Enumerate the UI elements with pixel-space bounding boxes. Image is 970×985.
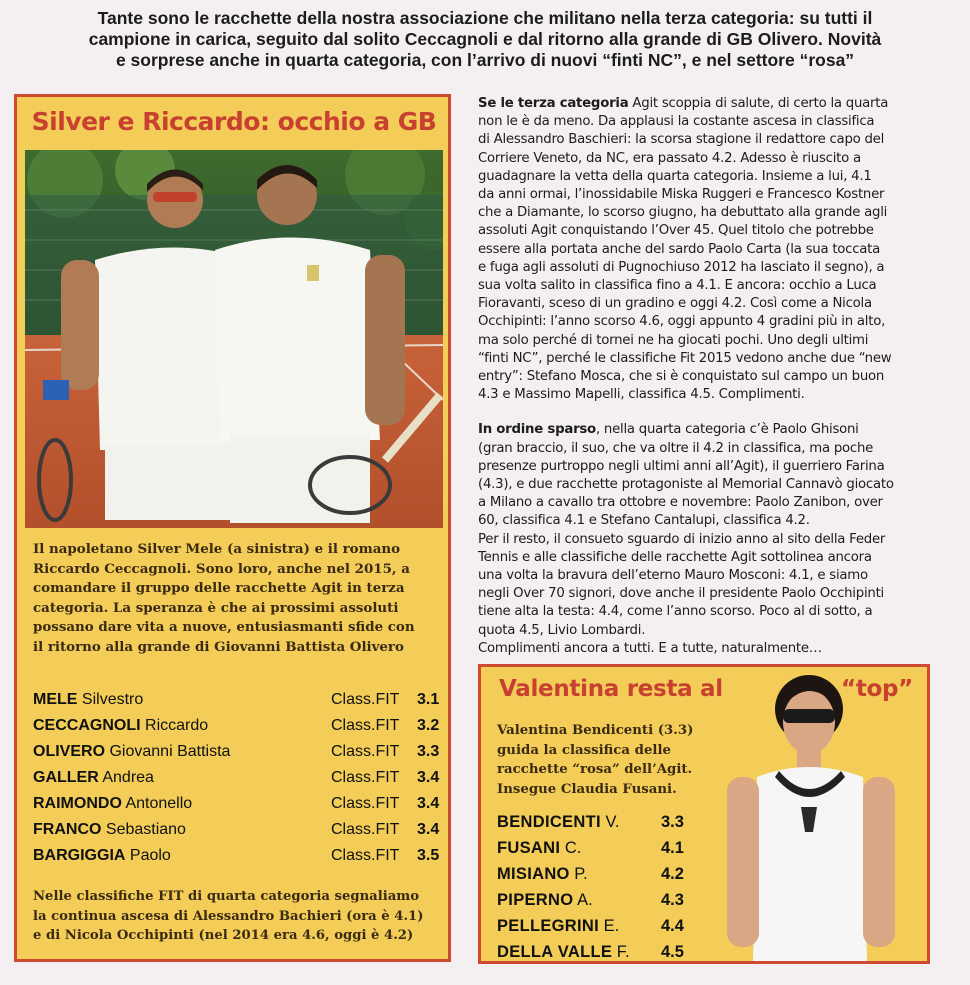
player-initial: F. (616, 943, 630, 961)
fourth-category-note (33, 887, 445, 946)
ranking-row (497, 913, 717, 939)
article-line: Corriere Veneto, da NC, era passato 4.2. Adesso è riuscito a (478, 150, 861, 166)
ranking-row (33, 843, 445, 869)
article-line: Fioravanti, sceso di un gradino e oggi 4.2. Così come a Nicola (478, 296, 872, 312)
article-text: , nella quarta categoria c’è Paolo Ghisoni (595, 422, 859, 438)
player-surname: PIPERNO (497, 891, 574, 909)
class-label: Class.FIT (331, 743, 400, 760)
player-name: Paolo (129, 847, 171, 864)
class-value: 3.4 (417, 769, 440, 786)
ranking-row (33, 713, 445, 739)
player-name: Silvestro (81, 691, 144, 708)
caption-line: comandare il gruppo delle racchette Agit in terza (33, 580, 405, 596)
player-name: Sebastiano (105, 821, 186, 838)
article-line: (gran braccio, il suo, che va oltre il 4.2 in classifica, ma poche (478, 440, 874, 456)
article-line: e fuga agli assoluti di Pugnochiuso 2012 ha lasciato il segno), a (478, 259, 885, 275)
player-surname: BARGIGGIA (33, 847, 126, 864)
class-value: 4.4 (661, 917, 684, 935)
class-label: Class.FIT (331, 769, 400, 786)
player-surname: CECCAGNOLI (33, 717, 141, 734)
class-value: 4.1 (661, 839, 684, 857)
ranking-row (33, 765, 445, 791)
ranking-row (497, 809, 717, 835)
article-lead: In ordine sparso (478, 422, 596, 438)
article-line: “finti NC”, perché le classifiche Fit 2015 vedono anche due “new (478, 350, 892, 366)
article-line: entry”: Stefano Mosca, che si è conquistato sul campo un buon (478, 369, 885, 385)
article-line: assoluti Agit conquistando l’Over 45. Quel titolo che potrebbe (478, 223, 874, 239)
player-surname: BENDICENTI (497, 813, 601, 831)
player-surname: MELE (33, 691, 78, 708)
footnote-line: la continua ascesa di Alessandro Bachieri (ora è 4.1) (33, 908, 424, 924)
class-value: 4.5 (661, 943, 684, 961)
class-label: Class.FIT (331, 821, 400, 838)
player-surname: RAIMONDO (33, 795, 122, 812)
paragraph-gap (478, 404, 966, 421)
caption-line: guida la classifica delle (497, 742, 671, 758)
class-value: 3.3 (417, 743, 440, 760)
caption-line: possano dare vita a nuove, entusiasmanti sfide con (33, 619, 415, 635)
class-value: 3.3 (661, 813, 684, 831)
class-value: 4.3 (661, 891, 684, 909)
left-box-title: Silver e Riccardo: occhio a GB (31, 107, 437, 136)
footnote-line: Nelle classifiche FIT di quarta categoria segnaliamo (33, 889, 420, 904)
article-lead: Se le terza categoria (478, 96, 629, 111)
article-body (478, 95, 966, 658)
player-surname: MISIANO (497, 865, 570, 883)
player-surname: PELLEGRINI (497, 917, 600, 935)
article-line: una volta la bravura dell’eterno Mauro Mosconi: 4.1, e siamo (478, 568, 868, 584)
class-label: Class.FIT (331, 717, 400, 734)
caption-line: Insegue Claudia Fusani. (497, 781, 677, 797)
article-line: Occhipinti: l’anno scorso 4.6, oggi appunto 4 gradini più in alto, (478, 314, 886, 330)
article-line (478, 95, 966, 113)
right-box-title (499, 676, 913, 702)
article-line: che a Diamante, lo scorso giugno, ha debuttato alla grande agli (478, 205, 888, 221)
article-line: guadagnare la vetta della quarta categoria. Insieme a lui, 4.1 (478, 168, 872, 184)
footnote-line: e di Nicola Occhipinti (nel 2014 era 4.6, oggi è 4.2) (33, 928, 414, 943)
caption-line: Valentina Bendicenti (3.3) (497, 723, 694, 738)
caption-line: racchette “rosa” dell’Agit. (497, 762, 693, 777)
article-line (478, 421, 966, 439)
class-value: 3.2 (417, 717, 440, 734)
player-name: Antonello (125, 795, 193, 812)
caption-line: il ritorno alla grande di Giovanni Battista Olivero (33, 638, 404, 655)
ranking-row (497, 861, 717, 887)
photo-caption (33, 540, 443, 657)
article-line: Tennis e alle classifiche delle racchette Agit sottolinea ancora (478, 549, 872, 565)
player-initial: C. (564, 839, 582, 857)
article-line: negli Over 70 signori, dove anche il presidente Paolo Occhipinti (478, 586, 884, 602)
article-line: a Milano a cavallo tra ottobre e novembre: Paolo Zanibon, over (478, 495, 883, 511)
ranking-row (497, 835, 717, 861)
player-surname: DELLA VALLE (497, 943, 613, 961)
caption-line: categoria. La speranza è che ai prossimi assoluti (33, 599, 399, 616)
class-label: Class.FIT (331, 795, 400, 812)
class-value: 4.2 (661, 865, 684, 883)
article-line: Complimenti ancora a tutti. E a tutte, naturalmente… (478, 640, 822, 656)
headline-line: Tante sono le racchette della nostra associazione che militano nella terza categoria: su tutti il (97, 8, 873, 28)
article-line: 60, classifica 4.1 e Stefano Cantalupi, classifica 4.2. (478, 513, 810, 529)
article-line: da anni ormai, l’inossidabile Miska Ruggeri e Francesco Kostner (478, 187, 885, 203)
article-line: (4.3), e due racchette protagoniste al Memorial Cannavò giocato (478, 477, 894, 493)
ranking-row (33, 817, 445, 843)
article-line: 4.3 e Massimo Mapelli, classifica 4.5. Complimenti. (478, 387, 805, 403)
valentina-photo (717, 667, 927, 961)
men-ranking-table (33, 687, 445, 869)
headline-line: campione in carica, seguito dal solito Ceccagnoli e dal ritorno alla grande di GB Olivero. Novità (88, 29, 882, 49)
headline (0, 8, 970, 71)
article-line: Per il resto, il consueto sguardo di inizio anno al sito della Feder (478, 531, 886, 547)
class-value: 3.5 (417, 847, 440, 864)
article-line: quota 4.5, Livio Lombardi. (478, 622, 646, 638)
article-line: presenze purtroppo negli ultimi anni all’Agit), il guerriero Farina (478, 458, 885, 474)
player-surname: OLIVERO (33, 743, 106, 760)
ranking-row (497, 887, 717, 913)
left-feature-box (14, 94, 451, 962)
article-line: tiene alta la testa: 4.4, come l’anno scorso. Poco al di sotto, a (478, 604, 873, 620)
player-name: Andrea (102, 769, 154, 786)
article-line: non le è da meno. Da applausi la costante ascesa in classifica (478, 114, 875, 130)
class-label: Class.FIT (331, 691, 400, 708)
class-value: 3.4 (417, 821, 440, 838)
article-line: di Alessandro Baschieri: la scorsa stagione il redattore capo del (478, 132, 885, 148)
tennis-players-photo (25, 150, 443, 528)
ranking-row (33, 791, 445, 817)
class-value: 3.4 (417, 795, 440, 812)
article-line: sua volta salito in classifica fino a 4.1. E ancora: occhio a Luca (478, 278, 877, 294)
class-value: 3.1 (417, 691, 440, 708)
women-ranking-table (497, 809, 717, 964)
class-label: Class.FIT (331, 847, 400, 864)
ranking-row (33, 739, 445, 765)
caption-line: Riccardo Ceccagnoli. Sono loro, anche nel 2015, a (33, 560, 410, 577)
article-line: essere alla portata anche del sardo Paolo Carta (la sua toccata (478, 241, 881, 257)
valentina-caption (497, 721, 737, 799)
article-text: Agit scoppia di salute, di certo la quarta (628, 96, 889, 111)
caption-line: Il napoletano Silver Mele (a sinistra) e il romano (33, 541, 401, 557)
title-part: “top” (841, 676, 913, 702)
player-initial: V. (605, 813, 620, 831)
right-feature-box (478, 664, 930, 964)
player-surname: FRANCO (33, 821, 102, 838)
headline-line: e sorprese anche in quarta categoria, con l’arrivo di nuovi “finti NC”, e nel settore “rosa” (115, 50, 855, 70)
player-initial: A. (577, 891, 593, 909)
player-initial: P. (574, 865, 588, 883)
ranking-row (497, 939, 717, 964)
article-line: ma solo perché di tornei ne ha giocati pochi. Uno degli ultimi (478, 332, 869, 348)
player-name: Riccardo (145, 717, 209, 734)
title-part: Valentina resta al (499, 676, 723, 702)
player-surname: GALLER (33, 769, 99, 786)
player-initial: E. (603, 917, 620, 935)
ranking-row (33, 687, 445, 713)
player-surname: FUSANI (497, 839, 561, 857)
player-name: Giovanni Battista (109, 743, 231, 760)
